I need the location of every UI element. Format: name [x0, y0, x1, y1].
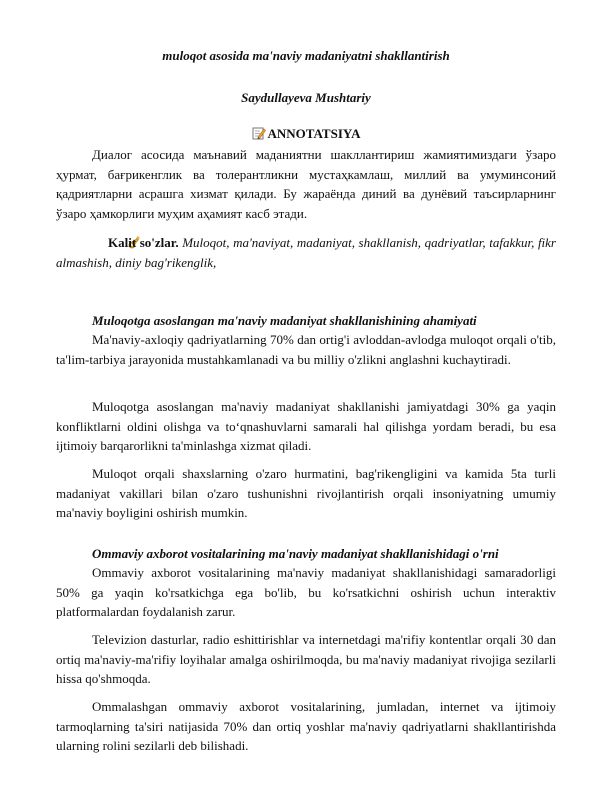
- keywords-text: Muloqot, ma'naviyat, madaniyat, shakllanish, qadriyatlar, tafakkur, fikr almashish, diniy bag'rikenglik,: [56, 235, 556, 270]
- section-paragraph: Ma'naviy-axloqiy qadriyatlarning 70% dan ortig'i avloddan-avlodga muloqot orqali o'tib, ta'lim-tarbiya jarayonida mustahkamlanadi va bu milliy o'zlikni anglashni kuchaytiradi.: [56, 332, 556, 367]
- memo-icon: [252, 126, 266, 140]
- section-paragraph: Televizion dasturlar, radio eshittirishlar va internetdagi ma'rifiy kontentlar orqali 30 dan ortiq ma'naviy-ma'rifiy loyihalar amalga oshirilmoqda, bu ma'naviy madaniyat rivojiga sezilarli hissa qo'shmoqda.: [56, 632, 556, 686]
- section-paragraph: Muloqotga asoslangan ma'naviy madaniyat shakllanishi jamiyatdagi 30% ga yaqin konfliktlarni oldini olishga va to‘qnashuvlarni samarali hal qilishga yordam beradi, bu esa ijtimoiy barqarorlikni ta'minlashga xizmat qiladi.: [56, 399, 556, 453]
- key-icon: [92, 235, 106, 249]
- section-heading: Muloqotga asoslangan ma'naviy madaniyat shakllanishining ahamiyati: [92, 313, 477, 328]
- annotation-heading: [0, 126, 612, 142]
- keywords-paragraph: [56, 233, 556, 272]
- section-paragraph: Muloqot orqali shaxslarning o'zaro hurmatini, bag'rikengligini va kamida 5ta turli madaniyat vakillari bilan o'zaro tushunishni rivojlantirish orqali insoniyatning umumiy ma'naviy boyligini oshirish mumkin.: [56, 466, 556, 520]
- section-paragraph: Ommaviy axborot vositalarining ma'naviy madaniyat shakllanishidagi samaradorligi 50% ga yaqin ko'rsatkichga ega bo'lib, bu ko'rsatkichni oshirish uchun interaktiv platformalardan foydalanish zarur.: [56, 565, 556, 619]
- section-paragraph: Ommalashgan ommaviy axborot vositalarining, jumladan, internet va ijtimoiy tarmoqlarning ta'siri natijasida 70% dan ortiq yoshlar ma'naviy qadriyatlarni shakllantirishda ularning rolini sezilarli deb bilishadi.: [56, 699, 556, 753]
- author-name: Saydullayeva Mushtariy: [241, 90, 371, 105]
- annotation-heading-text: ANNOTATSIYA: [267, 126, 361, 141]
- annotation-text: Диалог асосида маънавий маданиятни шакллантириш жамиятимиздаги ўзаро ҳурмат, бағрикенглик ва толерантликни мустаҳкамлаш, миллий ва умуминсоний қадриятларни асрашга хизмат қилади. Бу жараёнда диний ва дунёвий таъсирларнинг ўзаро ҳамкорлиги муҳим аҳамият касб этади.: [56, 147, 556, 221]
- section-heading: Ommaviy axborot vositalarining ma'naviy madaniyat shakllanishidagi o'rni: [92, 546, 499, 561]
- keywords-label: Kalit so'zlar.: [108, 235, 179, 250]
- paper-title: muloqot asosida ma'naviy madaniyatni shakllantirish: [162, 48, 450, 63]
